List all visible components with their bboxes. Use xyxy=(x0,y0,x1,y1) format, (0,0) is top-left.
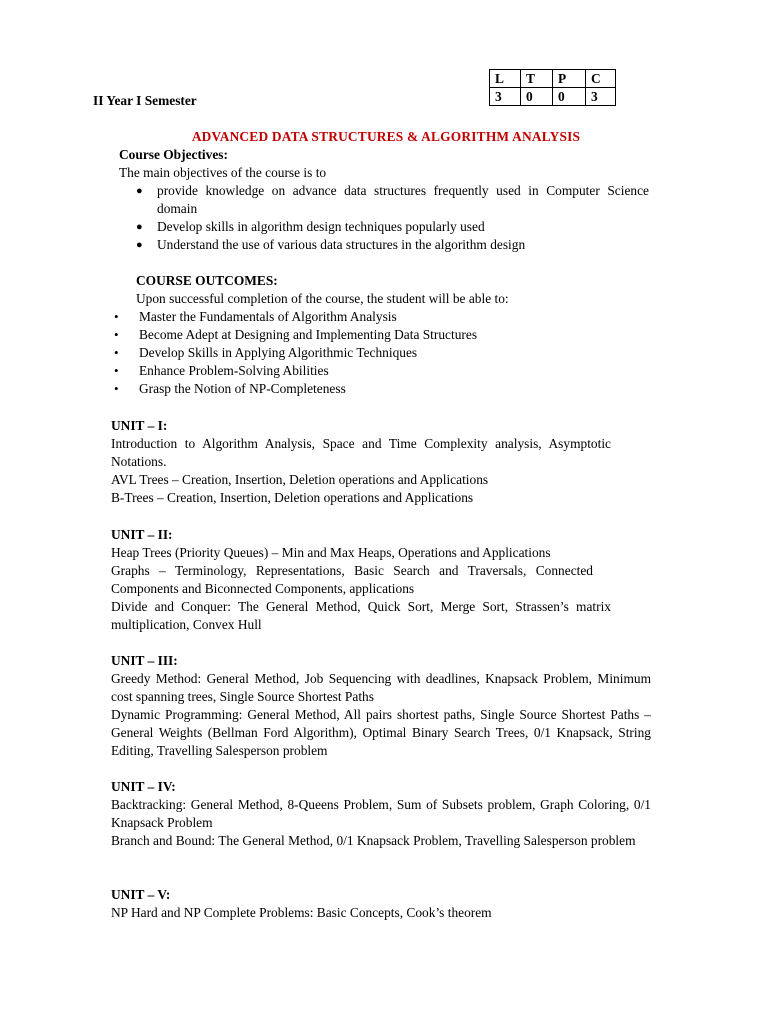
list-item: • Enhance Problem-Solving Abilities xyxy=(114,363,329,378)
unit-5-title: UNIT – V: xyxy=(111,887,171,902)
outcomes-intro: Upon successful completion of the course, the student will be able to: xyxy=(136,291,509,306)
unit-paragraph: NP Hard and NP Complete Problems: Basic Concepts, Cook’s theorem xyxy=(111,905,492,920)
objectives-heading: Course Objectives: xyxy=(119,147,228,162)
unit-5-section xyxy=(111,886,651,922)
unit-3-title: UNIT – III: xyxy=(111,653,178,668)
list-item: • Grasp the Notion of NP-Completeness xyxy=(114,381,346,396)
unit-2-section xyxy=(111,526,651,634)
ltpc-value-p: 0 xyxy=(553,88,586,106)
ltpc-header-row xyxy=(490,70,616,88)
list-item: • Become Adept at Designing and Implementing Data Structures xyxy=(114,327,478,342)
objectives-intro: The main objectives of the course is to xyxy=(119,165,327,180)
unit-paragraph: Greedy Method: General Method, Job Sequencing with deadlines, Knapsack Problem, Minimum cost spanning trees, Single Source Shortest Paths xyxy=(111,671,651,704)
course-title: ADVANCED DATA STRUCTURES & ALGORITHM ANALYSIS xyxy=(191,129,581,144)
bullet-icon: ● xyxy=(136,239,143,251)
unit-paragraph: Graphs – Terminology, Representations, Basic Search and Traversals, Connected Components and Biconnected Components, applications xyxy=(111,563,593,596)
list-item: ● Develop skills in algorithm design techniques popularly used xyxy=(136,219,485,234)
ltpc-value-l: 3 xyxy=(490,88,521,106)
objectives-section xyxy=(119,146,649,254)
unit-paragraph: B-Trees – Creation, Insertion, Deletion operations and Applications xyxy=(111,490,474,505)
unit-paragraph: Introduction to Algorithm Analysis, Space and Time Complexity analysis, Asymptotic Notations. xyxy=(111,436,611,469)
bullet-icon: • xyxy=(114,381,119,396)
unit-2-title: UNIT – II: xyxy=(111,527,173,542)
unit-paragraph: AVL Trees – Creation, Insertion, Deletion operations and Applications xyxy=(111,472,489,487)
unit-1-section xyxy=(111,417,651,507)
list-item: • Develop Skills in Applying Algorithmic Techniques xyxy=(114,345,418,360)
list-item: ● Understand the use of various data structures in the algorithm design xyxy=(136,237,526,252)
unit-paragraph: Backtracking: General Method, 8-Queens Problem, Sum of Subsets problem, Graph Coloring, 0/1 Knapsack Problem xyxy=(111,797,651,830)
ltpc-value-c: 3 xyxy=(586,88,616,106)
bullet-icon: ● xyxy=(136,221,143,233)
ltpc-header-p: P xyxy=(553,70,586,88)
unit-paragraph: Branch and Bound: The General Method, 0/1 Knapsack Problem, Travelling Salesperson problem xyxy=(111,833,636,848)
bullet-icon: • xyxy=(114,327,119,342)
ltpc-table xyxy=(489,69,616,106)
objectives-list xyxy=(119,182,649,254)
unit-3-section xyxy=(111,652,651,760)
ltpc-header-l: L xyxy=(490,70,521,88)
ltpc-header-c: C xyxy=(586,70,616,88)
ltpc-value-t: 0 xyxy=(521,88,553,106)
outcomes-section xyxy=(111,272,651,398)
bullet-icon: • xyxy=(114,345,119,360)
unit-paragraph: Dynamic Programming: General Method, All pairs shortest paths, Single Source Shortest Paths – General Weights (Bellman Ford Algorithm), Optimal Binary Search Trees, 0/1 Knapsack, String Editing, Travelling Salesperson problem xyxy=(111,707,651,758)
bullet-icon: • xyxy=(114,363,119,378)
bullet-icon: ● xyxy=(136,185,143,197)
semester-label: II Year I Semester xyxy=(93,93,197,108)
bullet-icon: • xyxy=(114,309,119,324)
list-item: • Master the Fundamentals of Algorithm Analysis xyxy=(114,309,397,324)
outcomes-heading: COURSE OUTCOMES: xyxy=(136,273,278,288)
unit-1-title: UNIT – I: xyxy=(111,418,168,433)
unit-paragraph: Heap Trees (Priority Queues) – Min and Max Heaps, Operations and Applications xyxy=(111,545,551,560)
outcomes-list xyxy=(111,308,651,398)
unit-4-section xyxy=(111,778,651,850)
ltpc-value-row xyxy=(490,88,616,106)
unit-4-title: UNIT – IV: xyxy=(111,779,176,794)
unit-paragraph: Divide and Conquer: The General Method, Quick Sort, Merge Sort, Strassen’s matrix multiplication, Convex Hull xyxy=(111,599,611,632)
ltpc-header-t: T xyxy=(521,70,553,88)
list-item: ● provide knowledge on advance data structures frequently used in Computer Science domain xyxy=(136,183,649,216)
